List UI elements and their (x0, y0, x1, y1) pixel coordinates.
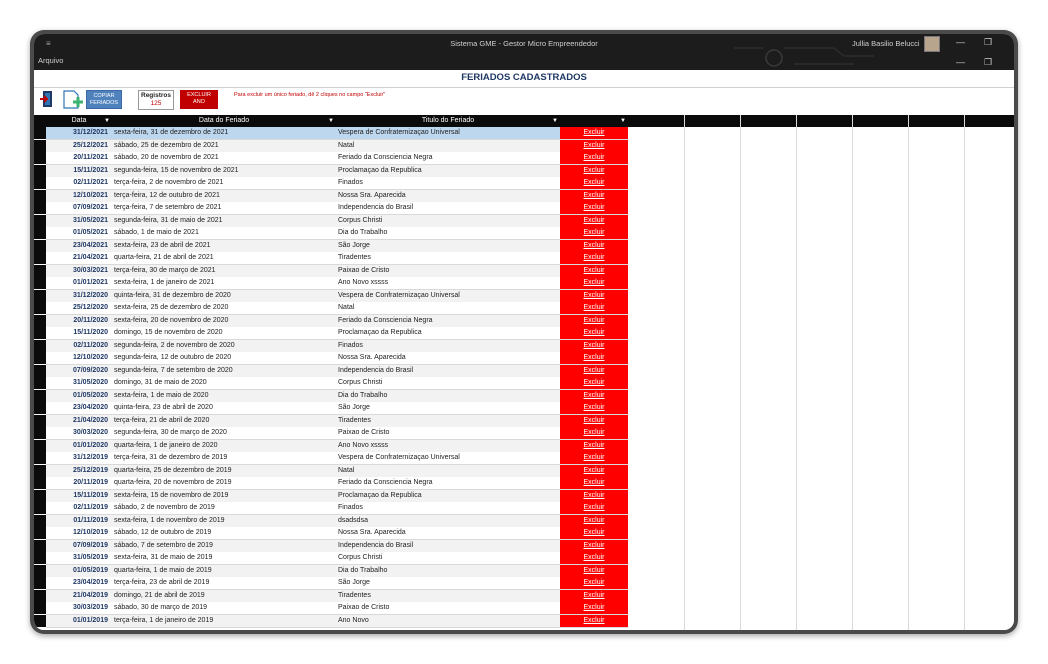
cell-date[interactable]: 23/04/2021 (72, 241, 108, 249)
cell-date[interactable]: 15/11/2019 (73, 491, 108, 499)
cell-holiday-date[interactable]: quarta-feira, 25 de dezembro de 2019 (114, 466, 232, 474)
row-header[interactable] (34, 490, 46, 502)
holidays-table (34, 115, 1014, 630)
row-header[interactable] (34, 265, 46, 277)
grid-column-line (908, 115, 909, 630)
column-header-title[interactable] (336, 115, 560, 127)
cell-title[interactable]: Ano Novo xssss (338, 441, 389, 449)
cell-holiday-date[interactable]: sábado, 12 de outubro de 2019 (114, 529, 212, 536)
delete-row-button[interactable]: Excluir (560, 377, 628, 389)
cell-title[interactable]: Tiradentes (338, 254, 371, 261)
delete-row-button[interactable]: Excluir (560, 340, 628, 352)
cell-holiday-date[interactable]: terça-feira, 7 de setembro de 2021 (114, 204, 222, 211)
cell-title[interactable]: Independencia do Brasil (338, 204, 414, 211)
grid-column-line (964, 115, 965, 630)
cell-title[interactable]: Natal (338, 304, 355, 311)
minimize-icon[interactable]: — (956, 37, 965, 47)
row-header[interactable] (34, 615, 46, 627)
cell-date[interactable]: 30/03/2019 (72, 604, 108, 611)
sheet-restore-icon[interactable]: ❐ (984, 57, 993, 67)
row-header[interactable] (34, 365, 46, 377)
delete-row-button[interactable]: Excluir (560, 265, 628, 277)
delete-row-button[interactable]: Excluir (560, 402, 628, 414)
cell-holiday-date[interactable]: sexta-feira, 25 de dezembro de 2020 (114, 304, 229, 311)
avatar[interactable] (924, 36, 940, 52)
cell-title[interactable]: Finados (338, 179, 363, 186)
cell-holiday-date[interactable]: segunda-feira, 15 de novembro de 2021 (114, 166, 239, 174)
cell-title[interactable]: Feriado da Consciencia Negra (338, 479, 433, 486)
cell-title[interactable]: Tiradentes (338, 591, 371, 599)
cell-holiday-date[interactable]: terça-feira, 21 de abril de 2020 (114, 416, 210, 424)
row-header[interactable] (34, 190, 46, 202)
cell-date[interactable]: 23/04/2020 (72, 404, 108, 411)
cell-title[interactable]: Feriado da Consciencia Negra (338, 316, 433, 324)
copy-label-line1: COPIAR (93, 93, 115, 99)
cell-title[interactable]: Finados (338, 341, 363, 349)
row-header[interactable] (34, 165, 46, 177)
delete-label-line2: ANO (193, 99, 205, 105)
cell-date[interactable]: 12/10/2019 (72, 529, 108, 536)
cell-date[interactable]: 25/12/2019 (72, 466, 108, 474)
row-header[interactable] (34, 402, 46, 414)
cell-date[interactable]: 23/04/2019 (72, 579, 108, 586)
row-divider (46, 627, 628, 628)
app-menu-icon[interactable]: ≡ (46, 39, 51, 48)
row-header[interactable] (34, 202, 46, 214)
delete-row-button[interactable]: Excluir (560, 202, 628, 214)
delete-row-button[interactable]: Excluir (560, 227, 628, 239)
cell-date[interactable]: 20/11/2021 (73, 154, 108, 161)
cell-date[interactable]: 02/11/2021 (73, 179, 108, 186)
cell-title[interactable]: Paixao de Cristo (338, 604, 390, 611)
cell-title[interactable]: Vespera de Confraternizaçao Universal (338, 291, 460, 299)
page-title: FERIADOS CADASTRADOS (461, 72, 587, 83)
cell-holiday-date[interactable]: segunda-feira, 7 de setembro de 2020 (114, 366, 233, 374)
row-header[interactable] (34, 277, 46, 289)
cell-title[interactable]: Natal (338, 466, 355, 474)
exit-icon[interactable] (40, 90, 54, 108)
cell-holiday-date[interactable]: sábado, 7 de setembro de 2019 (114, 541, 213, 549)
row-header[interactable] (34, 427, 46, 439)
cell-holiday-date[interactable]: sábado, 1 de maio de 2021 (114, 229, 199, 236)
row-header[interactable] (34, 177, 46, 189)
cell-title[interactable]: São Jorge (338, 404, 370, 411)
delete-row-button[interactable]: Excluir (560, 615, 628, 627)
delete-row-button[interactable]: Excluir (560, 290, 628, 302)
cell-date[interactable]: 15/11/2021 (73, 166, 108, 174)
cell-title[interactable]: Corpus Christi (338, 379, 383, 386)
delete-row-button[interactable]: Excluir (560, 427, 628, 439)
cell-holiday-date[interactable]: segunda-feira, 31 de maio de 2021 (114, 216, 223, 224)
row-header[interactable] (34, 290, 46, 302)
cell-holiday-date[interactable]: sábado, 20 de novembro de 2021 (114, 154, 219, 161)
cell-date[interactable]: 01/01/2021 (72, 279, 108, 286)
cell-title[interactable]: dsadsdsa (338, 516, 368, 524)
cell-title[interactable]: Proclamaçao da Republica (338, 491, 422, 499)
delete-row-button[interactable]: Excluir (560, 165, 628, 177)
cell-title[interactable]: Paixao de Cristo (338, 266, 390, 274)
cell-date[interactable]: 31/12/2020 (72, 291, 108, 299)
copy-label-line2: FERIADOS (89, 100, 119, 106)
add-document-icon[interactable] (62, 88, 84, 110)
row-header[interactable] (34, 240, 46, 252)
cell-date[interactable]: 31/12/2021 (72, 129, 108, 136)
delete-row-button[interactable]: Excluir (560, 152, 628, 164)
cell-title[interactable]: Dia do Trabalho (338, 566, 388, 574)
cell-title[interactable]: Vespera de Confraternizaçao Universal (338, 454, 460, 461)
delete-row-button[interactable]: Excluir (560, 540, 628, 552)
cell-holiday-date[interactable]: terça-feira, 30 de março de 2021 (114, 266, 216, 274)
row-header[interactable] (34, 127, 46, 139)
delete-row-button[interactable]: Excluir (560, 352, 628, 364)
delete-row-button[interactable]: Excluir (560, 490, 628, 502)
filter-dropdown-icon[interactable]: ▼ (620, 118, 626, 124)
cell-title[interactable]: Independencia do Brasil (338, 541, 414, 549)
delete-row-button[interactable]: Excluir (560, 477, 628, 489)
cell-holiday-date[interactable]: terça-feira, 12 de outubro de 2021 (114, 191, 220, 199)
cell-date[interactable]: 01/01/2020 (72, 441, 108, 449)
sheet-minimize-icon[interactable]: — (956, 57, 965, 67)
column-title-label: Titulo do Feriado (421, 117, 475, 124)
delete-row-button[interactable]: Excluir (560, 602, 628, 614)
cell-holiday-date[interactable]: terça-feira, 2 de novembro de 2021 (114, 179, 224, 186)
menu-arquivo[interactable]: Arquivo (38, 56, 64, 65)
cell-holiday-date[interactable]: sexta-feira, 1 de janeiro de 2021 (114, 279, 215, 286)
column-header-date[interactable] (46, 115, 112, 127)
column-holiday-date-label: Data do Feriado (198, 117, 250, 124)
row-header[interactable] (34, 540, 46, 552)
cell-date[interactable]: 12/10/2020 (72, 354, 108, 361)
delete-row-button[interactable]: Excluir (560, 127, 628, 139)
records-counter (138, 90, 174, 110)
cell-date[interactable]: 02/11/2019 (73, 504, 108, 511)
cell-holiday-date[interactable]: segunda-feira, 30 de março de 2020 (114, 429, 227, 436)
delete-row-button[interactable]: Excluir (560, 577, 628, 589)
cell-holiday-date[interactable]: sexta-feira, 31 de dezembro de 2021 (114, 129, 229, 136)
cell-date[interactable]: 31/05/2020 (72, 379, 108, 386)
cell-date[interactable]: 20/11/2019 (73, 479, 108, 486)
cell-title[interactable]: Tiradentes (338, 416, 371, 424)
restore-icon[interactable]: ❐ (984, 37, 993, 47)
cell-holiday-date[interactable]: quarta-feira, 1 de janeiro de 2020 (114, 441, 218, 449)
row-header[interactable] (34, 140, 46, 152)
cell-holiday-date[interactable]: sexta-feira, 1 de novembro de 2019 (114, 516, 225, 524)
cell-date[interactable]: 31/05/2021 (72, 216, 108, 224)
cell-title[interactable]: Proclamaçao da Republica (338, 329, 422, 336)
row-header[interactable] (34, 602, 46, 614)
delete-row-button[interactable]: Excluir (560, 440, 628, 452)
row-header[interactable] (34, 152, 46, 164)
delete-row-button[interactable]: Excluir (560, 302, 628, 314)
empty-header-area (628, 115, 1014, 127)
cell-date[interactable]: 07/09/2021 (72, 204, 108, 211)
cell-holiday-date[interactable]: quarta-feira, 21 de abril de 2021 (114, 254, 214, 261)
cell-date[interactable]: 01/01/2019 (72, 616, 108, 624)
cell-title[interactable]: Dia do Trabalho (338, 391, 388, 399)
row-header[interactable] (34, 465, 46, 477)
app-window (34, 34, 1014, 630)
records-label: Registros (141, 92, 171, 99)
row-header[interactable] (34, 390, 46, 402)
row-header[interactable] (34, 452, 46, 464)
cell-holiday-date[interactable]: quinta-feira, 23 de abril de 2020 (114, 404, 213, 411)
delete-row-button[interactable]: Excluir (560, 240, 628, 252)
cell-title[interactable]: Corpus Christi (338, 216, 383, 224)
title-bar (34, 34, 1014, 70)
cell-holiday-date[interactable]: terça-feira, 23 de abril de 2019 (114, 579, 210, 586)
row-header[interactable] (34, 502, 46, 514)
delete-row-button[interactable]: Excluir (560, 565, 628, 577)
device-frame (30, 30, 1018, 634)
row-header[interactable] (34, 377, 46, 389)
cell-date[interactable]: 01/05/2021 (72, 229, 108, 236)
delete-row-button[interactable]: Excluir (560, 552, 628, 564)
cell-holiday-date[interactable]: quarta-feira, 20 de novembro de 2019 (114, 479, 232, 486)
column-header-delete[interactable] (560, 115, 628, 127)
delete-row-button[interactable]: Excluir (560, 277, 628, 289)
delete-label-line1: EXCLUIR (187, 92, 211, 98)
filter-dropdown-icon[interactable]: ▼ (552, 118, 558, 124)
cell-date[interactable]: 02/11/2020 (73, 341, 108, 349)
delete-row-button[interactable]: Excluir (560, 215, 628, 227)
delete-row-button[interactable]: Excluir (560, 177, 628, 189)
row-header[interactable] (34, 215, 46, 227)
cell-holiday-date[interactable]: quinta-feira, 31 de dezembro de 2020 (114, 291, 231, 299)
delete-hint: Para excluir um único feriado, dê 2 cliques no campo "Excluir" (234, 92, 386, 98)
cell-title[interactable]: Independencia do Brasil (338, 366, 414, 374)
cell-title[interactable]: São Jorge (338, 579, 370, 586)
cell-holiday-date[interactable]: domingo, 31 de maio de 2020 (114, 379, 207, 386)
user-name: Jullia Basilio Belucci (852, 39, 920, 48)
delete-row-button[interactable]: Excluir (560, 415, 628, 427)
cell-title[interactable]: Feriado da Consciencia Negra (338, 154, 433, 161)
cell-holiday-date[interactable]: sexta-feira, 31 de maio de 2019 (114, 554, 213, 561)
cell-date[interactable]: 07/09/2019 (72, 541, 108, 549)
delete-row-button[interactable]: Excluir (560, 452, 628, 464)
grid-column-line (852, 115, 853, 630)
window-title: Sistema GME - Gestor Micro Empreendedor (450, 39, 598, 48)
cell-date[interactable]: 25/12/2020 (72, 304, 108, 311)
cell-date[interactable]: 25/12/2021 (72, 141, 108, 149)
delete-row-button[interactable]: Excluir (560, 465, 628, 477)
row-header[interactable] (34, 227, 46, 239)
cell-date[interactable]: 01/05/2019 (72, 566, 108, 574)
delete-row-button[interactable]: Excluir (560, 365, 628, 377)
grid-column-line (684, 115, 685, 630)
cell-title[interactable]: Corpus Christi (338, 554, 383, 561)
cell-date[interactable]: 31/05/2019 (72, 554, 108, 561)
cell-date[interactable]: 31/12/2019 (72, 454, 108, 461)
row-header[interactable] (34, 565, 46, 577)
delete-row-button[interactable]: Excluir (560, 590, 628, 602)
row-header[interactable] (34, 315, 46, 327)
row-header[interactable] (34, 577, 46, 589)
delete-row-button[interactable]: Excluir (560, 390, 628, 402)
row-header[interactable] (34, 590, 46, 602)
row-header[interactable] (34, 340, 46, 352)
copy-holidays-button[interactable] (86, 90, 122, 109)
cell-title[interactable]: Dia do Trabalho (338, 229, 388, 236)
cell-title[interactable]: Paixao de Cristo (338, 429, 390, 436)
filter-dropdown-icon[interactable]: ▼ (104, 118, 110, 124)
cell-holiday-date[interactable]: segunda-feira, 12 de outubro de 2020 (114, 354, 232, 361)
cell-title[interactable]: Natal (338, 141, 355, 149)
records-count: 125 (150, 100, 162, 107)
column-header-holiday-date[interactable] (112, 115, 336, 127)
column-date-label: Data (71, 117, 87, 124)
cell-date[interactable]: 12/10/2021 (72, 191, 108, 199)
row-header[interactable] (34, 552, 46, 564)
row-header[interactable] (34, 415, 46, 427)
cell-holiday-date[interactable]: sábado, 30 de março de 2019 (114, 604, 208, 611)
cell-holiday-date[interactable]: sexta-feira, 15 de novembro de 2019 (114, 491, 229, 499)
cell-holiday-date[interactable]: domingo, 15 de novembro de 2020 (114, 329, 223, 336)
cell-holiday-date[interactable]: terça-feira, 31 de dezembro de 2019 (114, 454, 228, 461)
delete-row-button[interactable]: Excluir (560, 327, 628, 339)
delete-row-button[interactable]: Excluir (560, 515, 628, 527)
cell-holiday-date[interactable]: segunda-feira, 2 de novembro de 2020 (114, 341, 235, 349)
cell-title[interactable]: Vespera de Confraternizaçao Universal (338, 129, 460, 136)
cell-holiday-date[interactable]: domingo, 21 de abril de 2019 (114, 591, 205, 599)
row-header[interactable] (34, 477, 46, 489)
cell-date[interactable]: 30/03/2020 (72, 429, 108, 436)
corner-cell (34, 115, 46, 127)
cell-date[interactable]: 07/09/2020 (72, 366, 108, 374)
grid-column-line (740, 115, 741, 630)
row-header[interactable] (34, 352, 46, 364)
cell-title[interactable]: Nossa Sra. Aparecida (338, 354, 406, 361)
filter-dropdown-icon[interactable]: ▼ (328, 118, 334, 124)
cell-title[interactable]: Ano Novo xssss (338, 279, 389, 286)
cell-holiday-date[interactable]: quarta-feira, 1 de maio de 2019 (114, 566, 212, 574)
cell-title[interactable]: São Jorge (338, 241, 370, 249)
cell-date[interactable]: 21/04/2021 (72, 254, 108, 261)
cell-holiday-date[interactable]: terça-feira, 1 de janeiro de 2019 (114, 616, 214, 624)
delete-row-button[interactable]: Excluir (560, 190, 628, 202)
cell-date[interactable]: 21/04/2019 (72, 591, 108, 599)
row-header[interactable] (34, 302, 46, 314)
cell-date[interactable]: 01/11/2019 (73, 516, 108, 524)
cell-holiday-date[interactable]: sexta-feira, 1 de maio de 2020 (114, 391, 209, 399)
cell-title[interactable]: Finados (338, 504, 363, 511)
grid-column-line (796, 115, 797, 630)
delete-row-button[interactable]: Excluir (560, 527, 628, 539)
cell-date[interactable]: 20/11/2020 (73, 316, 108, 324)
cell-holiday-date[interactable]: sábado, 2 de novembro de 2019 (114, 504, 215, 511)
cell-date[interactable]: 30/03/2021 (72, 266, 108, 274)
delete-row-button[interactable]: Excluir (560, 315, 628, 327)
cell-holiday-date[interactable]: sexta-feira, 23 de abril de 2021 (114, 241, 211, 249)
cell-date[interactable]: 15/11/2020 (73, 329, 108, 336)
row-header[interactable] (34, 527, 46, 539)
delete-year-button[interactable] (180, 90, 218, 109)
cell-holiday-date[interactable]: sexta-feira, 20 de novembro de 2020 (114, 316, 229, 324)
cell-title[interactable]: Nossa Sra. Aparecida (338, 529, 406, 536)
cell-date[interactable]: 21/04/2020 (72, 416, 108, 424)
delete-row-button[interactable]: Excluir (560, 252, 628, 264)
cell-holiday-date[interactable]: sábado, 25 de dezembro de 2021 (114, 141, 219, 149)
row-header[interactable] (34, 515, 46, 527)
delete-row-button[interactable]: Excluir (560, 502, 628, 514)
cell-date[interactable]: 01/05/2020 (72, 391, 108, 399)
row-header[interactable] (34, 440, 46, 452)
delete-row-button[interactable]: Excluir (560, 140, 628, 152)
cell-title[interactable]: Nossa Sra. Aparecida (338, 191, 406, 199)
row-header[interactable] (34, 327, 46, 339)
cell-title[interactable]: Ano Novo (338, 616, 369, 624)
cell-title[interactable]: Proclamaçao da Republica (338, 166, 422, 174)
row-header[interactable] (34, 252, 46, 264)
